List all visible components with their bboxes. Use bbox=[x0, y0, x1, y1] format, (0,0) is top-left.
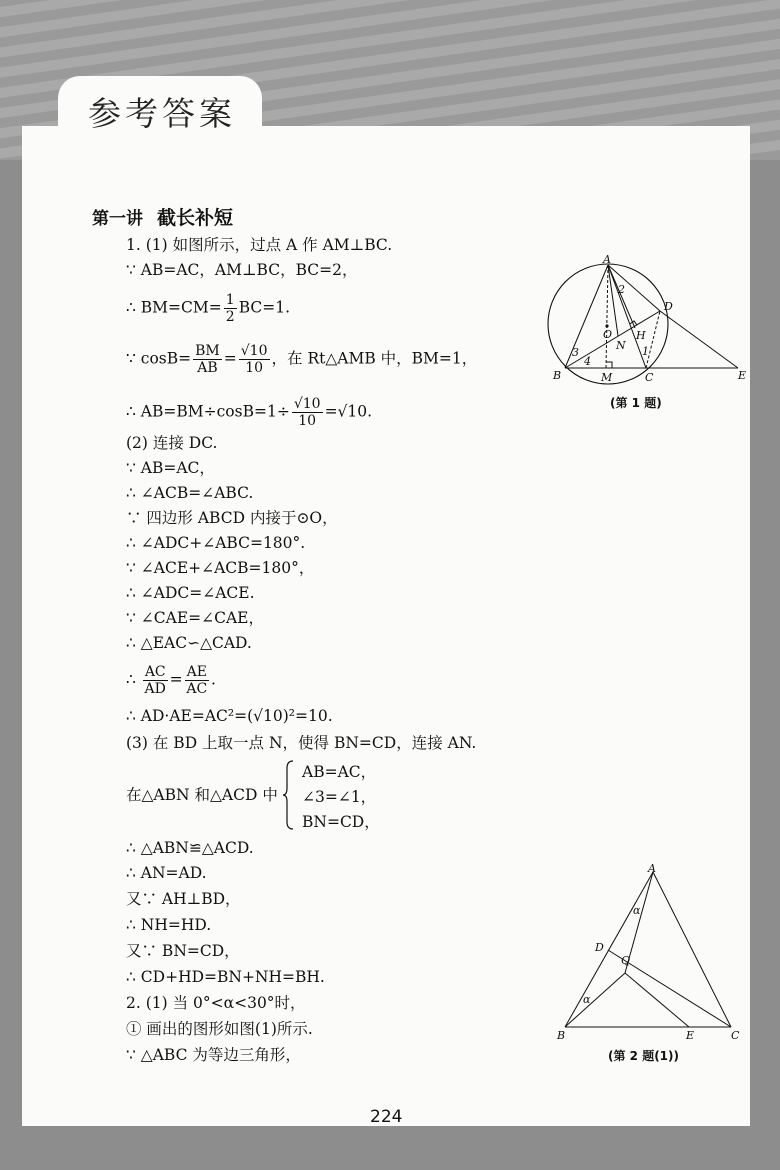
answer-line: ∵ AB=AC， bbox=[126, 459, 215, 477]
answer-line: 又∵ AH⊥BD， bbox=[126, 890, 241, 908]
answer-line: ∴ BM=CM= $\frac{1}{2}$ BC=1. bbox=[126, 292, 291, 325]
label-alpha-bottom: α bbox=[583, 993, 591, 1006]
fraction: $\frac{√10}{10}$ bbox=[293, 396, 321, 429]
label-alpha-top: α bbox=[633, 904, 641, 917]
answer-line: ∴ AD·AE=AC²=(√10)²=10. bbox=[126, 707, 333, 725]
answer-line: (3) 在 BD 上取一点 N，使得 BN=CD，连接 AN. bbox=[126, 734, 477, 752]
answer-line: ∵ cosB= $\frac{BM}{AB}$ = $\frac{√10}{10}$ ，在 Rt△AMB 中，BM=1， bbox=[126, 343, 478, 376]
label-A: A bbox=[603, 255, 611, 266]
section-number: 第一讲 bbox=[92, 209, 143, 229]
label-B: B bbox=[557, 1029, 566, 1042]
fraction: $\frac{√10}{10}$ bbox=[240, 343, 268, 376]
label-H: H bbox=[636, 329, 646, 342]
label-B: B bbox=[553, 369, 562, 382]
fraction: $\frac{AC}{AD}$ bbox=[144, 664, 166, 697]
answer-line: ∴ △ABN≌△ACD. bbox=[126, 839, 254, 857]
label-D: D bbox=[595, 941, 604, 954]
answer-line: 在△ABN 和△ACD 中 bbox=[126, 786, 278, 804]
label-E: E bbox=[686, 1029, 695, 1042]
label-A: A bbox=[648, 862, 656, 875]
answer-line: ∵ 四边形 ABCD 内接于⊙O， bbox=[126, 509, 338, 527]
answer-line: ∵ ∠ACE+∠ACB=180°， bbox=[126, 559, 315, 577]
figure-1-caption: (第 1 题) bbox=[610, 396, 662, 410]
answer-line: ∴ AB=BM÷cosB=1÷ $\frac{√10}{10}$ =√10. bbox=[126, 396, 373, 429]
answer-line: ∴ CD+HD=BN+NH=BH. bbox=[126, 968, 325, 986]
label-angle-2: 2 bbox=[618, 283, 625, 296]
system-line: BN=CD， bbox=[302, 813, 380, 831]
fraction: $\frac{1}{2}$ bbox=[225, 292, 235, 325]
figure-2-caption: (第 2 题(1)) bbox=[608, 1049, 679, 1063]
label-N: N bbox=[616, 339, 626, 352]
label-C: C bbox=[731, 1029, 740, 1042]
system-line: ∠3=∠1， bbox=[302, 788, 377, 806]
answer-line: ∴ $\frac{AC}{AD}$ = $\frac{AE}{AC}$ . bbox=[126, 664, 216, 697]
answer-line: ① 画出的图形如图(1)所示. bbox=[126, 1020, 313, 1038]
page-number: 224 bbox=[370, 1107, 403, 1127]
answer-line: ∴ ∠ADC+∠ABC=180°. bbox=[126, 534, 306, 552]
answer-line: 又∵ BN=CD， bbox=[126, 942, 240, 960]
answer-line: ∴ △EAC∽△CAD. bbox=[126, 634, 252, 652]
fraction: $\frac{AE}{AC}$ bbox=[186, 664, 208, 697]
answer-line: ∴ ∠ADC=∠ACE. bbox=[126, 584, 255, 602]
fraction: $\frac{BM}{AB}$ bbox=[195, 343, 220, 376]
answer-line: ∵ △ABC 为等边三角形， bbox=[126, 1046, 301, 1064]
figure-1-diagram bbox=[540, 255, 755, 395]
label-angle-4: 4 bbox=[584, 355, 591, 368]
label-O: O bbox=[603, 328, 613, 341]
label-E: E bbox=[738, 369, 747, 382]
label-Q: Q bbox=[621, 954, 631, 967]
answer-line: ∵ ∠CAE=∠CAE， bbox=[126, 609, 264, 627]
answer-line: (2) 连接 DC. bbox=[126, 434, 218, 452]
answer-line: ∵ AB=AC，AM⊥BC，BC=2， bbox=[126, 261, 358, 279]
section-subtitle: 截长补短 bbox=[157, 207, 234, 229]
system-brace bbox=[282, 760, 294, 830]
label-M: M bbox=[601, 371, 613, 384]
answer-line: ∴ NH=HD. bbox=[126, 916, 212, 934]
page-title: 参考答案 bbox=[88, 94, 236, 133]
answer-line: 2. (1) 当 0°<α<30°时， bbox=[126, 994, 306, 1012]
system-line: AB=AC， bbox=[302, 763, 377, 781]
answer-line: ∴ ∠ACB=∠ABC. bbox=[126, 484, 254, 502]
label-C: C bbox=[645, 371, 654, 384]
answer-line: ∴ AN=AD. bbox=[126, 864, 207, 882]
answer-line: 1. (1) 如图所示，过点 A 作 AM⊥BC. bbox=[126, 236, 393, 254]
label-angle-1: 1 bbox=[642, 345, 649, 358]
section-heading bbox=[92, 203, 233, 230]
label-D: D bbox=[664, 300, 673, 313]
figure-2-diagram bbox=[555, 862, 745, 1042]
label-angle-3: 3 bbox=[572, 346, 579, 359]
